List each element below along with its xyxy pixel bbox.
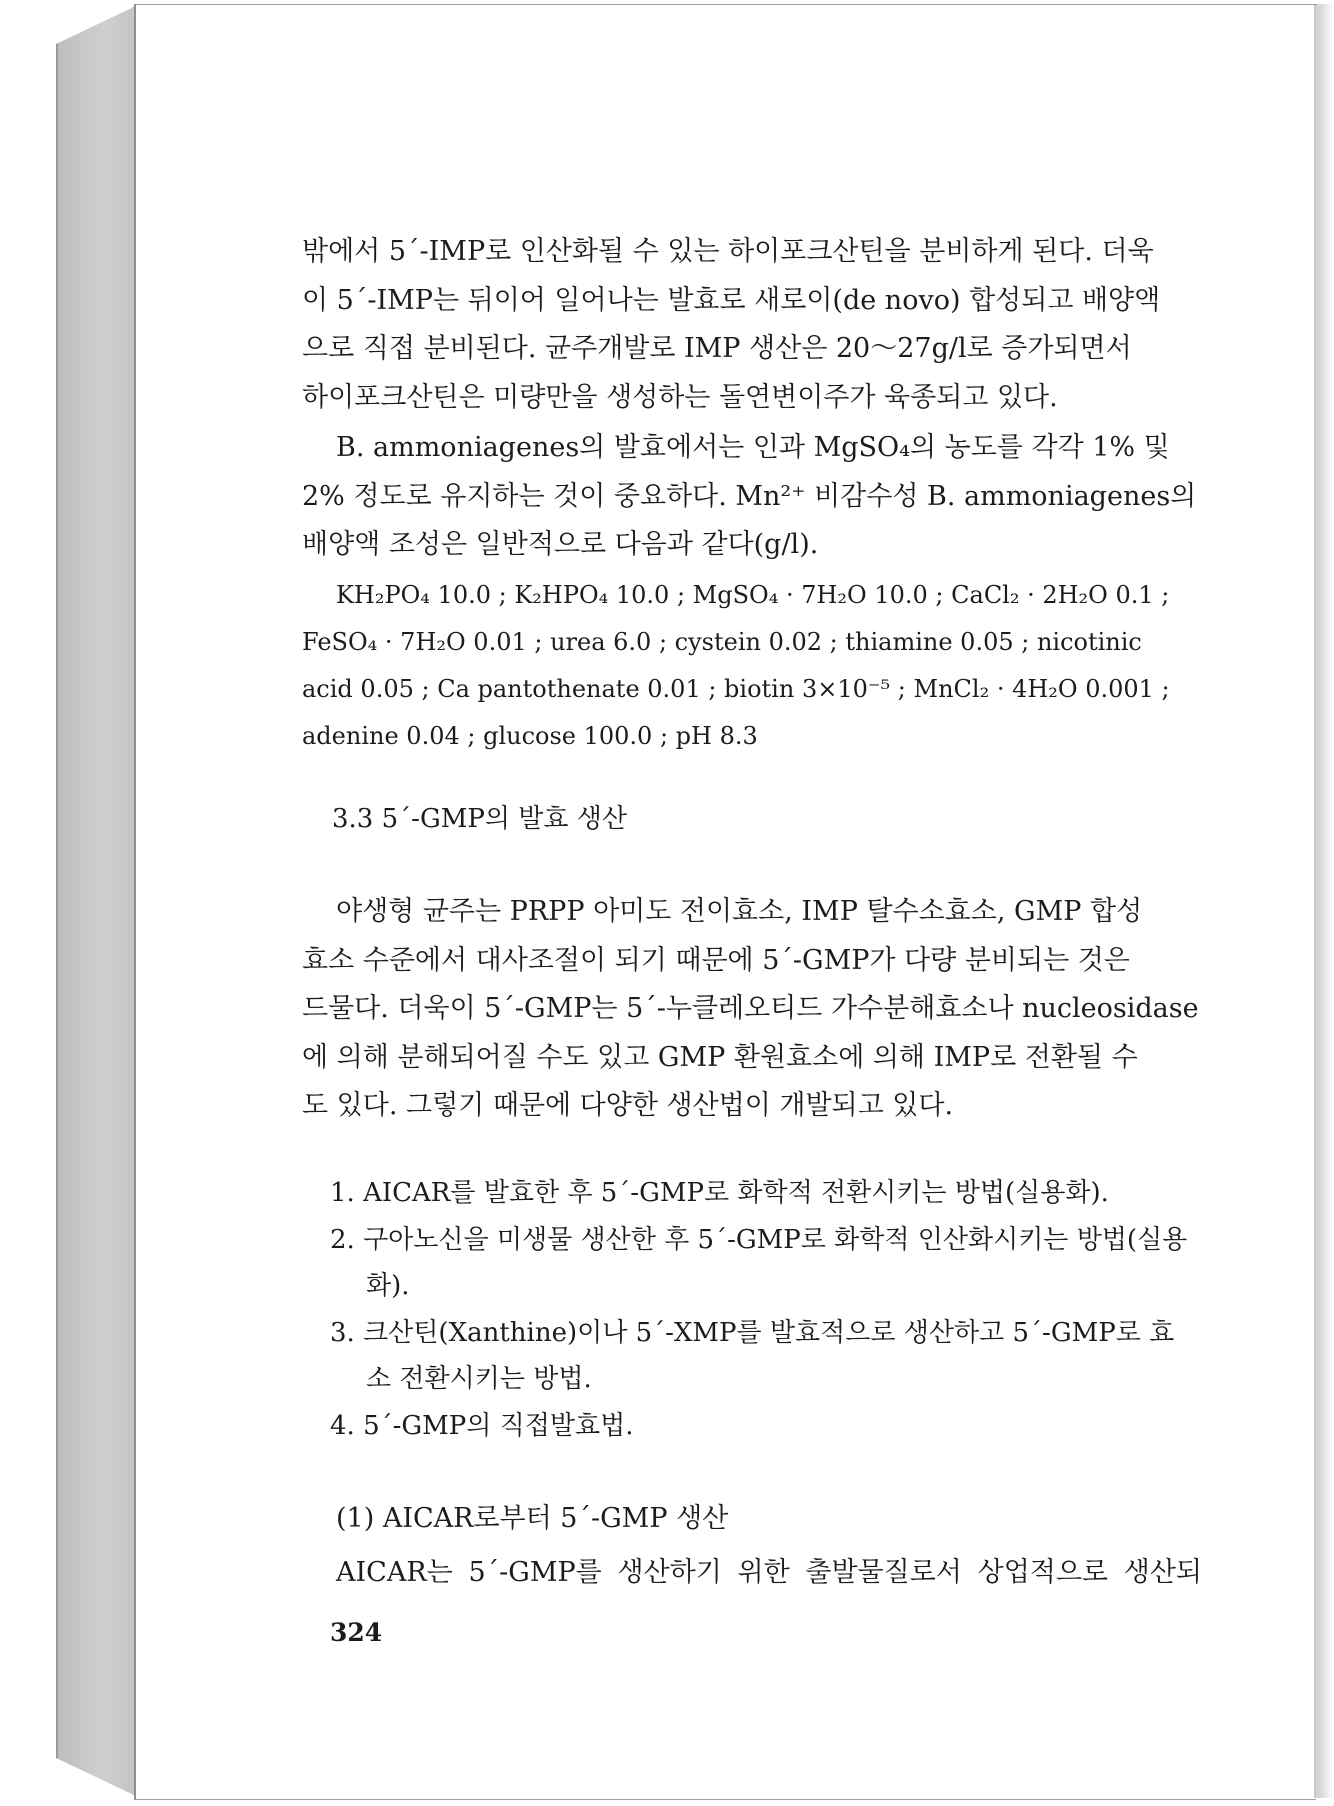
paragraph-1: [302, 228, 1202, 422]
list-item: 3. 크산틴(Xanthine)이나 5´-XMP를 발효적으로 생산하고 5´-GMP로 효: [330, 1317, 1175, 1348]
text-line: 도 있다. 그렇기 때문에 다양한 생산법이 개발되고 있다.: [302, 1090, 954, 1121]
text-line: 드물다. 더욱이 5´-GMP는 5´-누클레오티드 가수분해효소나 nucleosidase: [302, 993, 1199, 1024]
text-line: adenine 0.04 ; glucose 100.0 ; pH 8.3: [302, 721, 758, 750]
text-line: 으로 직접 분비된다. 균주개발로 IMP 생산은 20～27g/l로 증가되면서: [302, 333, 1132, 364]
book-spine-edge: [56, 6, 136, 1796]
text-line: acid 0.05 ; Ca pantothenate 0.01 ; biotin 3×10⁻⁵ ; MnCl₂ · 4H₂O 0.001 ;: [302, 674, 1170, 703]
text-line: FeSO₄ · 7H₂O 0.01 ; urea 6.0 ; cystein 0.02 ; thiamine 0.05 ; nicotinic: [302, 627, 1142, 656]
text-line: 하이포크산틴은 미량만을 생성하는 돌연변이주가 육종되고 있다.: [302, 381, 1058, 413]
subsection-title: (1) AICAR로부터 5´-GMP 생산: [336, 1503, 729, 1534]
paragraph-2: [302, 424, 1202, 570]
text-line: 배양액 조성은 일반적으로 다음과 같다(g/l).: [302, 529, 819, 560]
text-line: KH₂PO₄ 10.0 ; K₂HPO₄ 10.0 ; MgSO₄ · 7H₂O 10.0 ; CaCl₂ · 2H₂O 0.1 ;: [336, 580, 1170, 609]
text-line: 2% 정도로 유지하는 것이 중요하다. Mn²⁺ 비감수성 B. ammoniagenes의: [302, 480, 1197, 512]
text-line: 효소 수준에서 대사조절이 되기 때문에 5´-GMP가 다량 분비되는 것은: [302, 944, 1130, 976]
text-line: AICAR는 5´-GMP를 생산하기 위한 출발물질로서 상업적으로 생산되: [336, 1557, 1202, 1588]
text-line: 에 의해 분해되어질 수도 있고 GMP 환원효소에 의해 IMP로 전환될 수: [302, 1041, 1138, 1073]
list-item: 1. AICAR를 발효한 후 5´-GMP로 화학적 전환시키는 방법(실용화).: [330, 1178, 1109, 1208]
page-number: 324: [330, 1618, 383, 1647]
list-item-continuation: 소 전환시키는 방법.: [366, 1364, 592, 1394]
section-title: 3.3 5´-GMP의 발효 생산: [332, 804, 627, 834]
method-list: [330, 1170, 1202, 1449]
text-line: B. ammoniagenes의 발효에서는 인과 MgSO₄의 농도를 각각 1% 및: [336, 432, 1170, 463]
page-shadow: [1314, 4, 1334, 1798]
page-body-top: [302, 228, 1202, 760]
list-item: 2. 구아노신을 미생물 생산한 후 5´-GMP로 화학적 인산화시키는 방법(실용: [330, 1224, 1188, 1255]
paragraph-3: [302, 888, 1202, 1131]
text-line: 야생형 균주는 PRPP 아미도 전이효소, IMP 탈수소효소, GMP 합성: [336, 896, 1143, 927]
medium-composition: [302, 572, 1202, 760]
list-item-continuation: 화).: [366, 1271, 410, 1301]
text-line: 밖에서 5´-IMP로 인산화될 수 있는 하이포크산틴을 분비하게 된다. 더욱: [302, 236, 1154, 267]
list-item: 4. 5´-GMP의 직접발효법.: [330, 1410, 634, 1441]
text-line: 이 5´-IMP는 뒤이어 일어나는 발효로 새로이(de novo) 합성되고 배양액: [302, 284, 1161, 316]
